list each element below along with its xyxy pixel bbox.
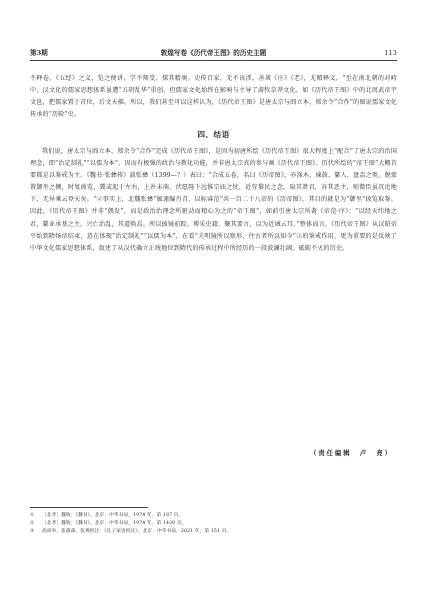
- body-paragraph-1: 不释卷。《五经》之义，览之便讲，学不师受，探其精奥。史传百家，无不该涉。善谈《庄》《老》，尤精释义。“至在南北朝的对峙中，汉文化的儒家思想体系虽遭“五胡乱华”重创，但儒家文化始终在影响与主导了游牧草莽文化，如《历代帝王图》中的北周武帝宇文邕，把儒家置于首位，后文天佛。所以，我们甚至可以这样认为，《历代帝王图》是唐太宗与阎立本、郑余令“合作”的图说儒家文化传承的“历险”史。: [30, 75, 397, 119]
- footnote-text: ［北齐］魏收：《魏书》，北京：中华书局，1974 年，第 187 页。: [42, 513, 184, 518]
- page-number: 113: [384, 49, 397, 57]
- footnote: [30, 520, 397, 528]
- footnote-marker: ①: [30, 513, 35, 518]
- footnote-rule: [30, 507, 148, 508]
- footnote: [30, 512, 397, 520]
- footnote: [30, 528, 397, 536]
- header-rule: [30, 60, 397, 61]
- responsible-editor: （责任编辑 卢 亮）: [310, 450, 393, 457]
- footnotes: [30, 512, 397, 535]
- section-heading: 四、结语: [197, 130, 230, 139]
- footnote-text: 高尚举、张蒲森、张燕校注：《孔子家语校注》，北京：中华书局，2021 年，第 151 页。: [42, 528, 232, 534]
- journal-issue: 第3期: [30, 49, 48, 57]
- running-header: [30, 47, 397, 59]
- running-title: 敦煌写卷《历代帝王图》的历史主题: [160, 49, 267, 57]
- footnote-marker: ②: [30, 520, 35, 526]
- body-paragraph-2: 我们说，唐太宗与阎立本、郑余令“合作”完成《历代帝王图》，是因为初唐所绘《历代帝王图》很大程度上“配合”了唐太宗的治国理念，即“治定制礼”“以儒为本”，因而有极强的政治与教化功能，并非唐太宗真的参与画《历代帝王图》。历代所绘的“帝王图”大概首要都是以鉴戒为主。《魏书·张彝传》载张彝（1399—？）表曰：“合成五卷，名曰《历帝图》，亦涤木、谏鼓、纂人、盘盂之类。脱蒙置御坐之侧，时复披览，冀或起于左右，上补未萌。伏愿陛下远惟宗庙之忧，近存黎民之念，取其贤君，弃其恶主，则微臣虽沉沦地下，无异乘云登天矣。“②事实上，北魏张彝“辄谨编丹青，以标睿范”共一百二十八帝的《历帝图》，其目的就是为“御坐”披览取鉴。因此，《历代帝王图》并非“偶发”，而是政治治理念所驱动而精心为之的“帝王图”，如前引唐太宗所著《帝范·序》：“以经天纬地之君，纂业承基之主，兴亡治乱，其道焕焉。所以披镜前踪，博采史籍，聚其要言，以为近诫云耳。”整体而言，《历代帝王图》从汉昭帝平始到隋炀帝结束，意在体现“治定制礼”“以儒为本”，在看“夫明镜所以察形，往古者所以知今”③的鉴戒作用，更为重要的是反映了中华文化儒家思想体系，叙述了从汉代确立正统地位到隋代的传承过程中所经历的一段波澜壮阔、砥砺不灭的历史。: [30, 148, 397, 252]
- footnote-marker: ③: [30, 528, 35, 534]
- footnote-text: ［北齐］魏收：《魏书》，北京：中华书局，1974 年，第 1430 页。: [42, 520, 187, 526]
